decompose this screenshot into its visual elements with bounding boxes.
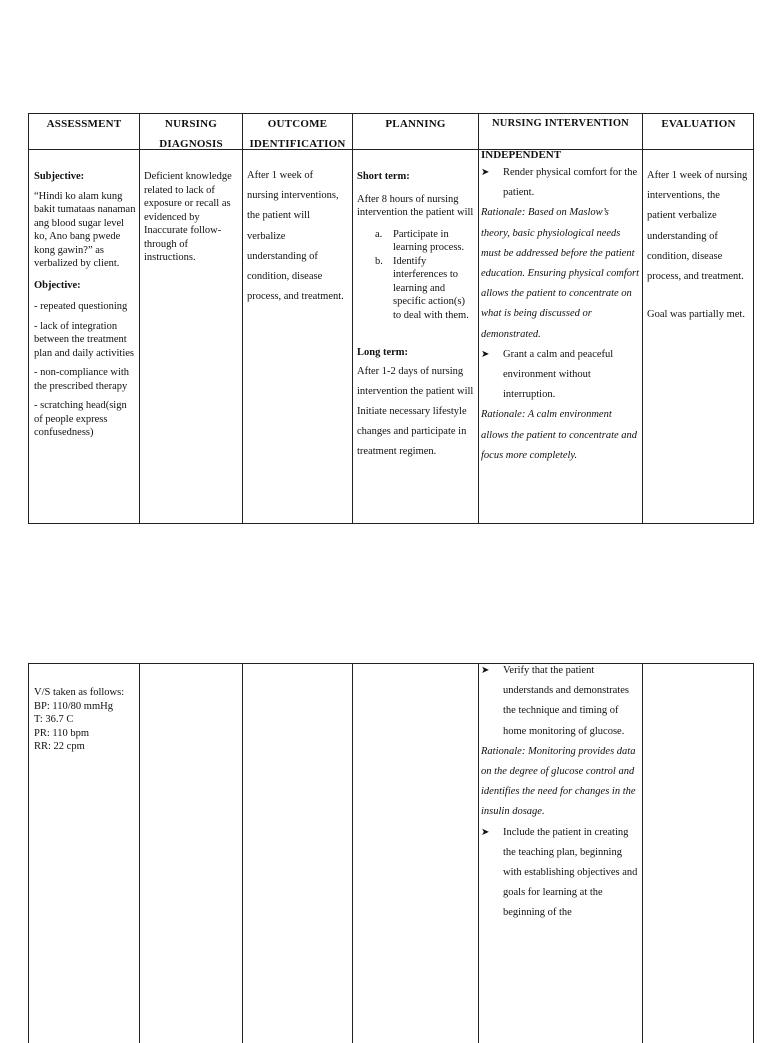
objective-label: Objective:: [34, 279, 81, 291]
short-term-text: After 8 hours of nursing intervention the patient will: [357, 193, 474, 218]
nursing-diagnosis-text: Deficient knowledge related to lack of exposure or recall as evidenced by Inaccurate follow-through of instructions.: [144, 171, 232, 263]
rationale-text: Rationale: A calm environment allows the patient to concentrate and focus more completely.: [481, 409, 638, 461]
care-plan-table-2: [28, 663, 754, 1043]
long-term-text: After 1-2 days of nursing intervention the patient will Initiate necessary lifestyle changes and participate in treatment regimen.: [357, 365, 474, 458]
short-term-goal: b. Identify interferences to learning and specific action(s) to deal with them.: [375, 255, 469, 321]
assessment-cell: [34, 170, 136, 440]
header-assessment: ASSESSMENT: [46, 118, 122, 130]
intervention-cell-continued: [481, 661, 640, 924]
header-outcome-identification: OUTCOME IDENTIFICATION: [249, 118, 346, 150]
vital-sign: RR: 22 cpm: [34, 741, 85, 752]
evaluation-text: After 1 week of nursing interventions, the patient verbalize understanding of condition, disease process, and treatment.: [647, 170, 748, 283]
planning-cell: [357, 170, 475, 463]
long-term-label: Long term:: [357, 347, 409, 358]
intervention-cell: [481, 148, 640, 466]
intervention-item: ➤ Include the patient in creating the teaching plan, beginning with establishing objectives and goals for learning at the beginning of the: [481, 823, 640, 924]
subjective-label: Subjective:: [34, 171, 85, 182]
arrowhead-bullet-icon: ➤: [481, 826, 490, 838]
header-nursing-diagnosis: NURSING DIAGNOSIS: [159, 118, 223, 150]
care-plan-table-1: [28, 113, 754, 524]
arrowhead-bullet-icon: ➤: [481, 167, 490, 178]
evaluation-cell: [647, 166, 749, 325]
rationale-text: Rationale: Based on Maslow’s theory, basic physiological needs must be addressed before the patient education. Ensuring physical comfort allows the patient to concentrate on what is being discussed or demonstrated.: [481, 207, 640, 340]
intervention-item: ➤ Render physical comfort for the patient.: [481, 163, 640, 203]
vital-sign: BP: 110/80 mmHg: [34, 700, 113, 712]
vital-signs-cell: [34, 686, 136, 754]
vital-sign: T: 36.7 C: [34, 714, 74, 725]
short-term-goal: a. Participate in learning process.: [375, 228, 465, 253]
intervention-item: ➤ Verify that the patient understands and demonstrates the technique and timing of home monitoring of glucose.: [481, 661, 640, 742]
arrowhead-bullet-icon: ➤: [481, 348, 490, 360]
header-evaluation: EVALUATION: [661, 118, 736, 130]
objective-item: - repeated questioning: [34, 301, 128, 312]
independent-label: INDEPENDENT: [481, 149, 562, 161]
objective-item: - scratching head(sign of people express confusedness): [34, 400, 127, 438]
header-planning: PLANNING: [385, 118, 446, 130]
objective-item: - lack of integration between the treatment plan and daily activities: [34, 320, 135, 359]
goal-status: Goal was partially met.: [647, 309, 745, 321]
subjective-quote: “Hindi ko alam kung bakit tumataas nanaman ang blood sugar level ko, Ano bang pwede kong gawin?” as verbalized by client.: [34, 190, 136, 269]
rationale-text: Rationale: Monitoring provides data on the degree of glucose control and identifies the need for changes in the insulin dosage.: [481, 745, 636, 818]
vital-signs-title: V/S taken as follows:: [34, 687, 125, 698]
arrowhead-bullet-icon: ➤: [481, 665, 490, 676]
short-term-label: Short term:: [357, 171, 410, 182]
intervention-item: ➤ Grant a calm and peaceful environment without interruption.: [481, 345, 640, 406]
outcome-text: After 1 week of nursing interventions, the patient will verbalize understanding of condition, disease process, and treatment.: [247, 170, 344, 303]
header-nursing-intervention: NURSING INTERVENTION: [492, 118, 629, 129]
vital-sign: PR: 110 bpm: [34, 727, 90, 739]
objective-item: - non-compliance with the prescribed therapy: [34, 367, 130, 392]
